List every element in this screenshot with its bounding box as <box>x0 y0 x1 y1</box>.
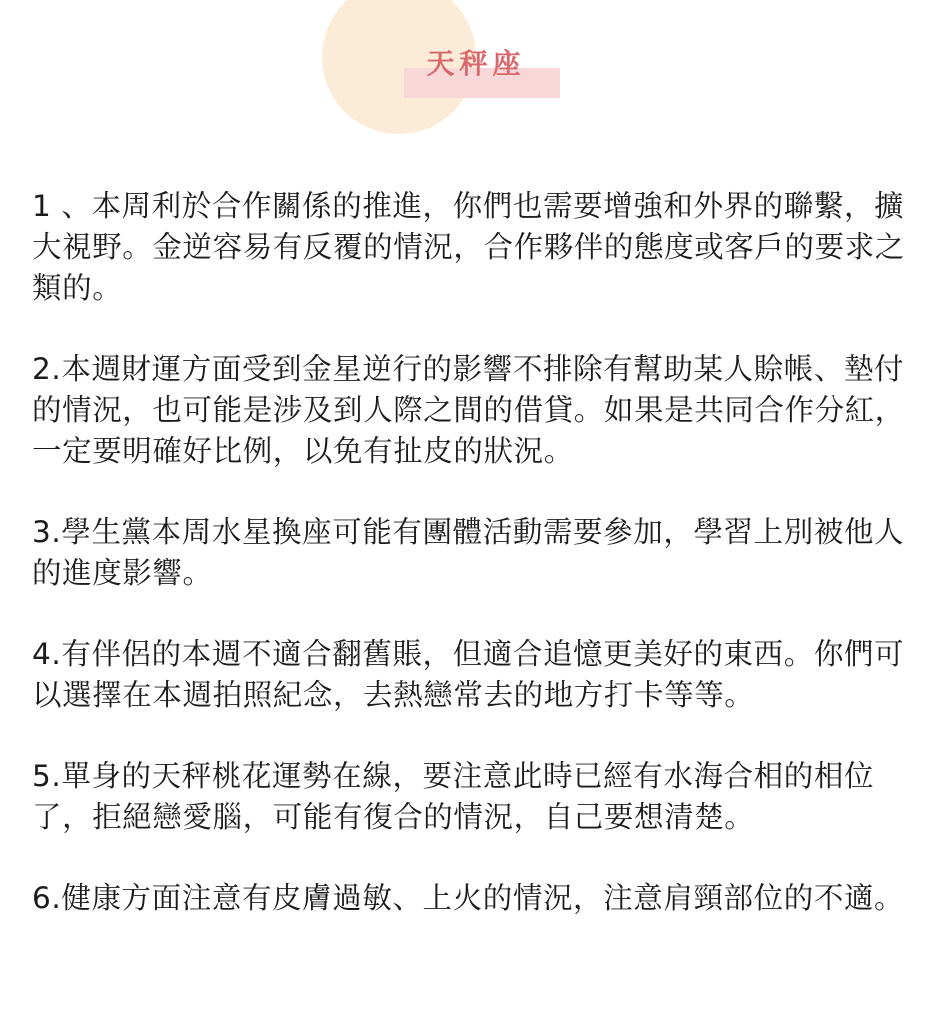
paragraph-3: 3.學生黨本周水星換座可能有團體活動需要參加，學習上別被他人的進度影響。 <box>32 515 905 590</box>
page-title: 天秤座 <box>426 47 526 80</box>
header <box>0 0 948 140</box>
paragraph-6: 6.健康方面注意有皮膚過敏、上火的情況，注意肩頸部位的不適。 <box>32 881 905 915</box>
horoscope-content <box>32 186 932 959</box>
paragraph-2: 2.本週財運方面受到金星逆行的影響不排除有幫助某人賒帳、墊付的情況，也可能是涉及到人際之間的借貸。如果是共同合作分紅，一定要明確好比例，以免有扯皮的狀況。 <box>32 352 905 468</box>
paragraph-4: 4.有伴侶的本週不適合翻舊賬，但適合追憶更美好的東西。你們可以選擇在本週拍照紀念，去熱戀常去的地方打卡等等。 <box>32 637 905 712</box>
paragraph-1: 1 、本周利於合作關係的推進，你們也需要增強和外界的聯繫，擴大視野。金逆容易有反覆的情況，合作夥伴的態度或客戶的要求之類的。 <box>32 189 905 305</box>
paragraph-5: 5.單身的天秤桃花運勢在線，要注意此時已經有水海合相的相位了，拒絕戀愛腦，可能有復合的情況，自己要想清楚。 <box>32 759 875 834</box>
